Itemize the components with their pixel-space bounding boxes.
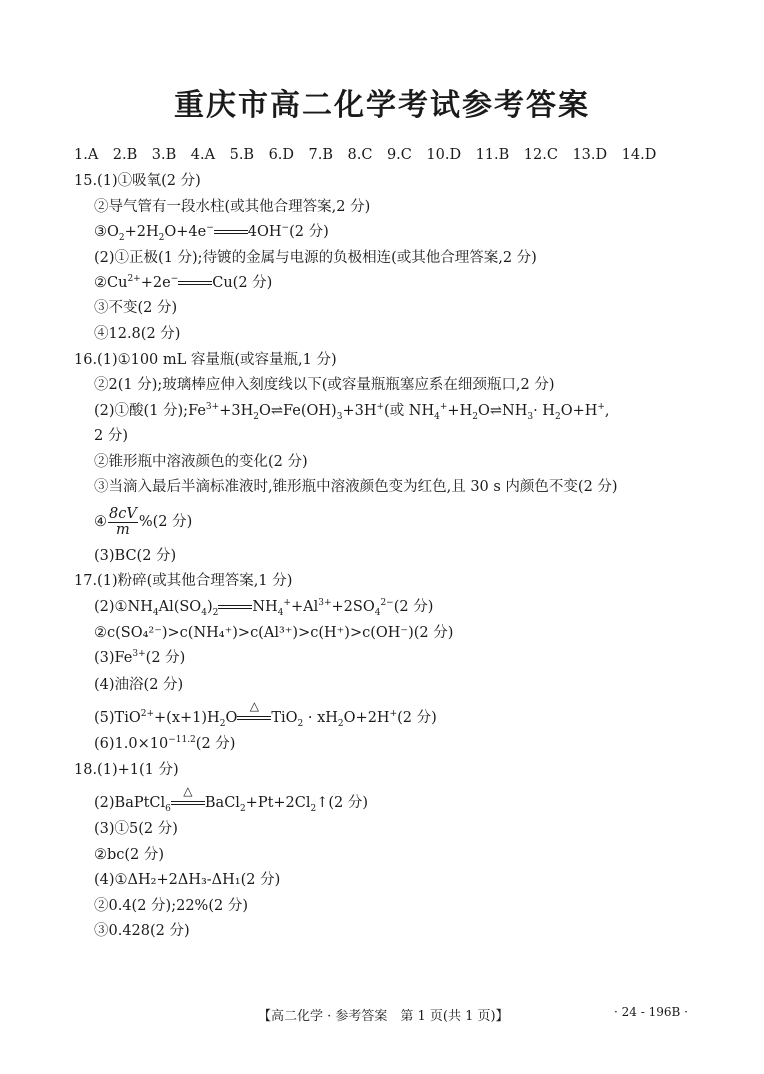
document-code: · 24 - 196B · — [614, 1005, 688, 1019]
q18-line-6: ②0.4(2 分);22%(2 分) — [94, 898, 248, 914]
equilibrium-arrow: ⇌ — [489, 403, 502, 419]
q17-line-2: $(2)①NH_4Al(SO_4)_2$ $NH_4^++Al^{3+}+2SO_4^{2-}(2$ 分) — [94, 598, 434, 618]
page-footer: 【高二化学 · 参考答案 第 1 页(共 1 页)】 — [258, 1009, 509, 1024]
q16-line-2: ②2(1 分);玻璃棒应伸入刻度线以下(或容量瓶瓶塞应系在细颈瓶口,2 分) — [94, 377, 555, 393]
fraction: $\frac{8cV}{m}$ — [109, 505, 137, 538]
q18-line-3: (3)①5(2 分) — [94, 821, 178, 837]
q17-line-5: (4)油浴(2 分) — [94, 677, 184, 693]
q18-line-5: (4)①ΔH₂+2ΔH₃-ΔH₁(2 分) — [94, 872, 281, 888]
q16-line-8: (3)BC(2 分) — [94, 548, 177, 564]
q18-line-2: (2)BaPtCl$_6$ △ $BaCl_2+Pt+2Cl_2↑(2$ 分) — [94, 784, 369, 814]
q15-line-7: ④12.8(2 分) — [94, 326, 181, 342]
q16-line-3: (2)①酸(1 分)$;Fe^{3+}+3H_2O\rightleftharpoons Fe(OH)_3+3H^+$(或 $NH_4^++H_2O\rightleftharpoons NH_3\cdot H_2O+H^+$, — [94, 402, 610, 422]
equals-sign — [214, 230, 248, 234]
q15-line-6: ③不变(2 分) — [94, 300, 178, 316]
q16-line-1: 16.(1)①100 mL 容量瓶(或容量瓶,1 分) — [74, 352, 337, 368]
q17-line-1: 17.(1)粉碎(或其他合理答案,1 分) — [74, 573, 293, 589]
q17-line-7: $(6)1.0\times 10^{-11.2}(2$ 分) — [94, 735, 236, 752]
q18-line-1: 18.(1)+1(1 分) — [74, 762, 179, 778]
q18-line-7: ③0.428(2 分) — [94, 923, 190, 939]
multiple-choice-answers: 1.A 2.B 3.B 4.A 5.B 6.D 7.B 8.C 9.C 10.D 11.B 12.C 13.D 14.D — [74, 147, 657, 163]
equilibrium-arrow: ⇌ — [270, 403, 284, 419]
q18-line-4: ②bc(2 分) — [94, 847, 165, 863]
q16-line-4: 2 分) — [94, 428, 128, 444]
q15-line-4: (2)①正极(1 分);待镀的金属与电源的负极相连(或其他合理答案,2 分) — [94, 250, 537, 266]
q15-line-1: 15.(1)①吸氧(2 分) — [74, 173, 201, 189]
q15-line-5: $②Cu^{2+}+2e^-$ Cu(2 分) — [94, 274, 273, 291]
heating-equals-sign: △ — [171, 793, 205, 813]
q16-line-6: ③当滴入最后半滴标准液时,锥形瓶中溶液颜色变为红色,且 30 s 内颜色不变(2 分) — [94, 479, 618, 495]
q15-line-3: $③O_2+2H_2O+4e^-$ 4OH−(2 分) — [94, 223, 329, 243]
equals-sign — [178, 281, 212, 285]
heating-equals-sign: △ — [237, 708, 271, 728]
q17-line-6: $(5)TiO^{2+}+(x+1)H_2O$ △ $TiO_2 \cdot xH_2O+2H^+(2$ 分) — [94, 699, 437, 729]
q17-line-3: ②c(SO₄²⁻)>c(NH₄⁺)>c(Al³⁺)>c(H⁺)>c(OH⁻)(2 分) — [94, 625, 454, 641]
q15-line-2: ②导气管有一段水柱(或其他合理答案,2 分) — [94, 199, 371, 215]
q17-line-4: $(3)Fe^{3+}(2$ 分) — [94, 649, 186, 666]
q16-line-5: ②锥形瓶中溶液颜色的变化(2 分) — [94, 454, 308, 470]
page-title: 重庆市高二化学考试参考答案 — [174, 88, 590, 123]
equals-sign — [218, 605, 252, 609]
q16-line-7: ④ $\frac{8cV}{m}$ %(2 分) — [94, 505, 193, 538]
